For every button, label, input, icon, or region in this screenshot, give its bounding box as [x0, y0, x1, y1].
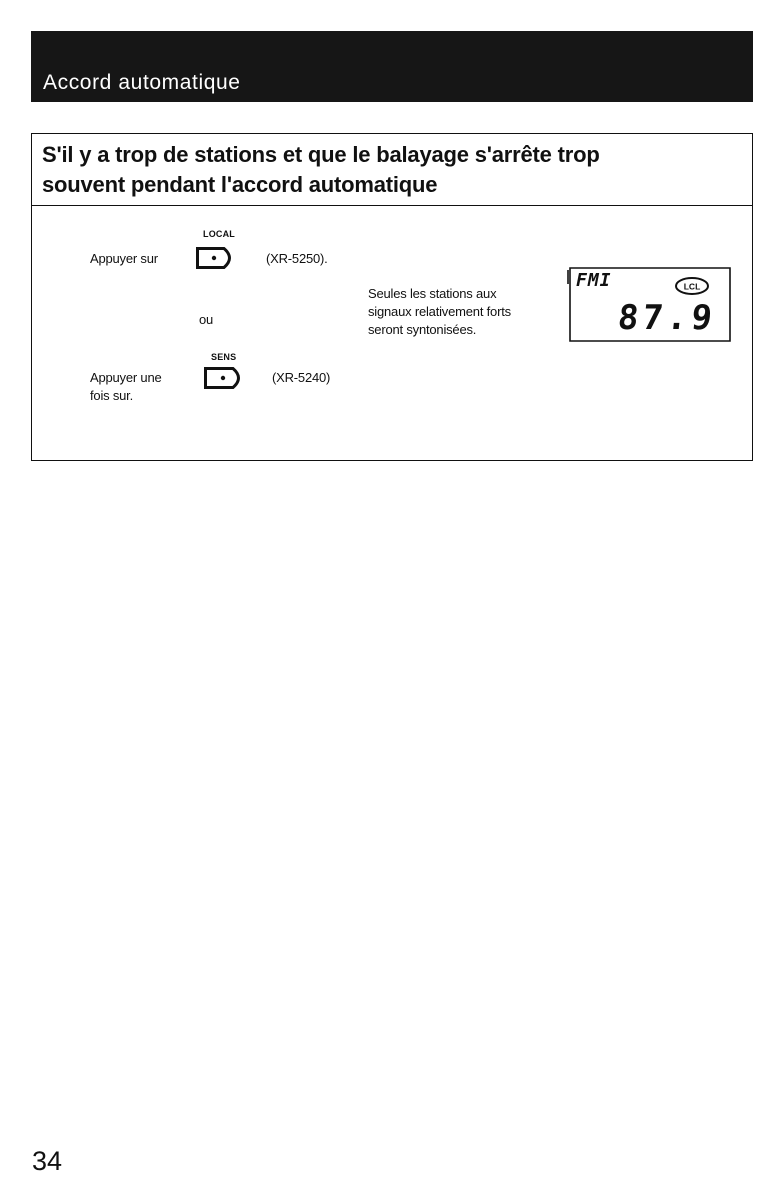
note-line-1: Seules les stations aux [368, 286, 497, 301]
box-heading [32, 134, 752, 206]
button-icon [196, 246, 238, 270]
or-text: ou [199, 312, 214, 327]
lcl-indicator-icon [674, 276, 710, 296]
page-title: Accord automatique [43, 71, 241, 94]
button-icon [204, 366, 248, 390]
step1-label: Appuyer sur [90, 251, 158, 266]
step2-label-line1: Appuyer une [90, 370, 162, 385]
display-mode: FMI [576, 270, 612, 291]
display-frequency: 87.9 [615, 298, 718, 338]
note-line-3: seront syntonisées. [368, 322, 477, 337]
step2-label-line2: fois sur. [90, 388, 133, 403]
section-title-bar [31, 31, 753, 102]
heading-line-2: souvent pendant l'accord automatique [42, 172, 438, 197]
step1-model: (XR-5250). [266, 251, 328, 266]
note-line-2: signaux relativement forts [368, 304, 511, 319]
local-button-label: LOCAL [203, 229, 235, 239]
sens-button-label: SENS [211, 352, 237, 362]
page-number: 34 [32, 1146, 63, 1176]
radio-display [566, 266, 734, 343]
heading-line-1: S'il y a trop de stations et que le balayage s'arrête trop [42, 142, 600, 167]
step2-model: (XR-5240) [272, 370, 331, 385]
svg-text:LCL: LCL [683, 281, 701, 292]
